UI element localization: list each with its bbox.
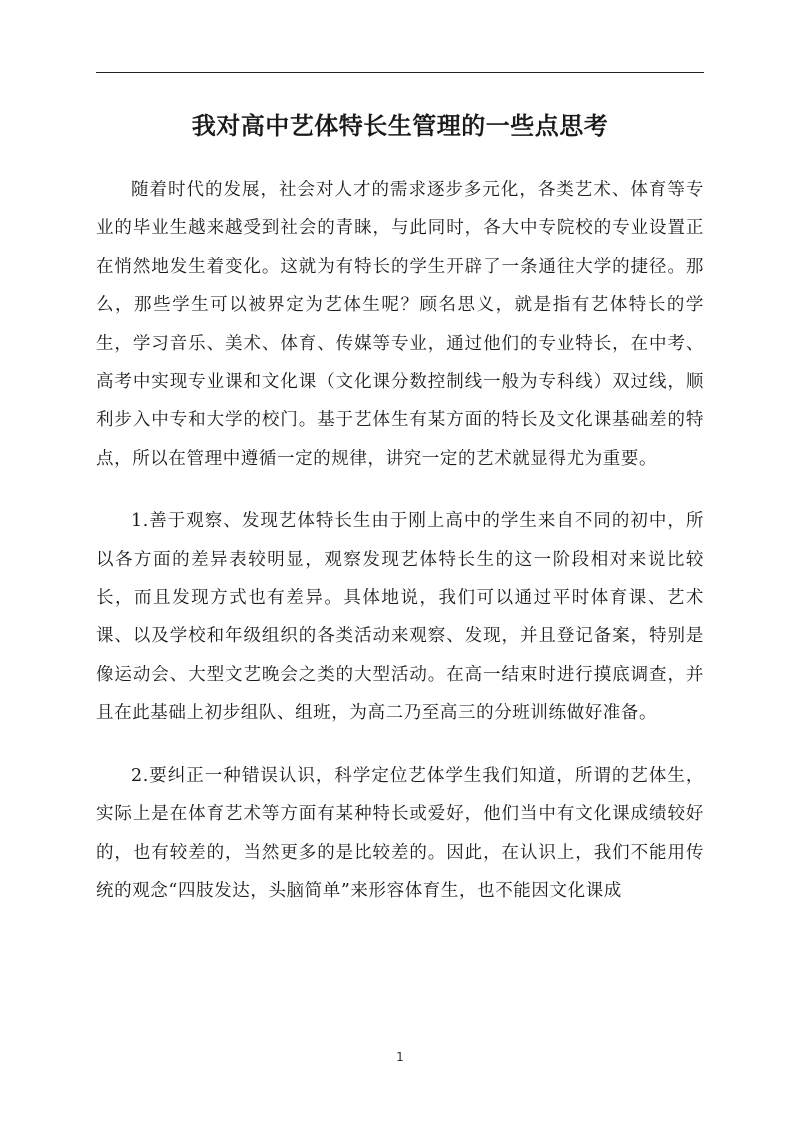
page-number: 1 (396, 1050, 404, 1064)
header-rule (96, 72, 704, 73)
paragraph-point-2: 2.要纠正一种错误认识，科学定位艺体学生我们知道，所谓的艺体生，实际上是在体育艺术等方面有某种特长或爱好，他们当中有文化课成绩较好的，也有较差的，当然更多的是比较差的。因此，在认识上，我们不能用传统的观念“四肢发达，头脑简单”来形容体育生，也不能因文化课成 (96, 765, 704, 901)
paragraph-intro: 随着时代的发展，社会对人才的需求逐步多元化，各类艺术、体育等专业的毕业生越来越受到社会的青睐，与此同时，各大中专院校的专业设置正在悄然地发生着变化。这就为有特长的学生开辟了一条通往大学的捷径。那么，那些学生可以被界定为艺体生呢？顾名思义，就是指有艺体特长的学生，学习音乐、美术、体育、传媒等专业，通过他们的专业特长，在中考、高考中实现专业课和文化课（文化课分数控制线一般为专科线）双过线，顺利步入中专和大学的校门。基于艺体生有某方面的特长及文化课基础差的特点，所以在管理中遵循一定的规律，讲究一定的艺术就显得尤为重要。 (96, 180, 704, 469)
document-title: 我对高中艺体特长生管理的一些点思考 (191, 112, 609, 140)
document-body (96, 171, 704, 934)
paragraph-point-1: 1.善于观察、发现艺体特长生由于刚上高中的学生来自不同的初中，所以各方面的差异表较明显，观察发现艺体特长生的这一阶段相对来说比较长，而且发现方式也有差异。具体地说，我们可以通过平时体育课、艺术课、以及学校和年级组织的各类活动来观察、发现，并且登记备案，特别是像运动会、大型文艺晚会之类的大型活动。在高一结束时进行摸底调查，并且在此基础上初步组队、组班，为高二乃至高三的分班训练做好准备。 (96, 511, 704, 724)
